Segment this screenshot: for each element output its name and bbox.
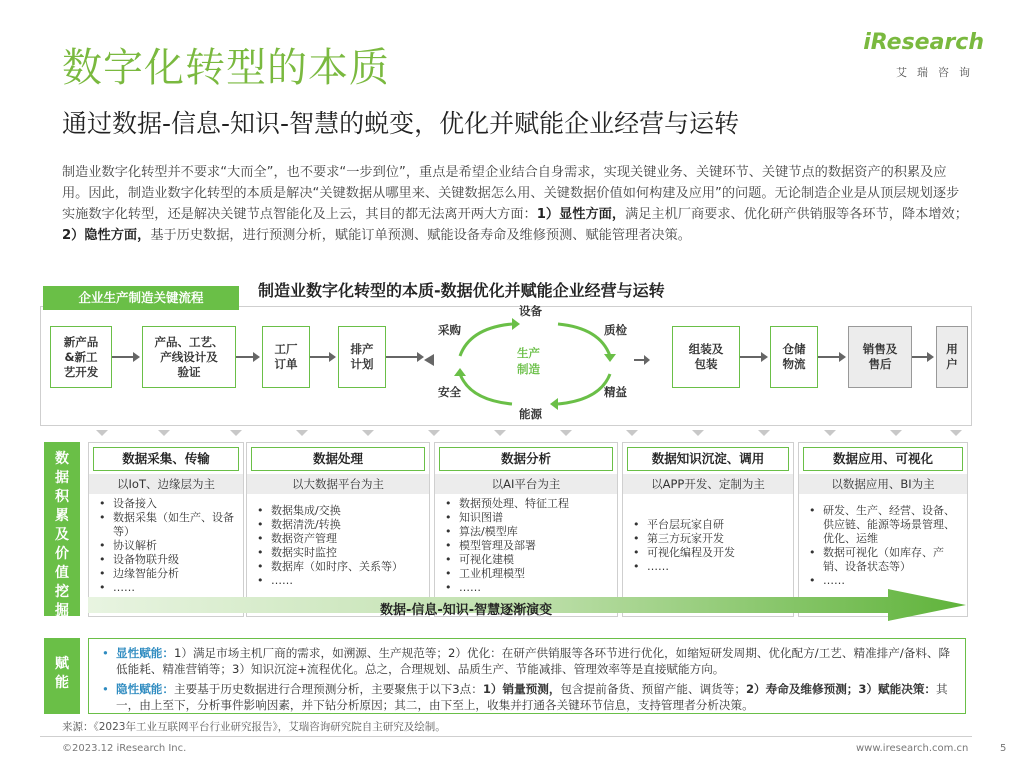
- step-user: 用 户: [936, 326, 968, 388]
- down-chevron-icon: [758, 430, 770, 436]
- column-subtitle: 以IoT、边缘层为主: [89, 474, 243, 494]
- cycle-label-energy: 能源: [519, 407, 542, 421]
- explicit-enablement: [100, 645, 956, 677]
- column-head: 数据分析: [439, 447, 613, 471]
- column-subtitle: 以APP开发、定制为主: [623, 474, 793, 494]
- process-flow-tag: 企业生产制造关键流程: [43, 286, 239, 310]
- down-chevron-icon: [428, 430, 440, 436]
- step-scheduling: 排产 计划: [338, 326, 386, 388]
- column-list: [633, 495, 787, 596]
- value-mining-label: 数 据 积 累 及 价 值 挖 掘: [44, 442, 80, 616]
- column-head: 数据采集、传输: [93, 447, 239, 471]
- list-item: • 数据实时监控: [257, 546, 423, 560]
- down-chevron-icon: [950, 430, 962, 436]
- cycle-label-safety: 安全: [438, 385, 461, 399]
- list-item: • 数据预处理、特征工程: [445, 497, 611, 511]
- flow-arrow: [740, 356, 766, 358]
- list-item: • 数据清洗/转换: [257, 518, 423, 532]
- list-item: • 设备接入: [99, 497, 237, 511]
- copyright: ©2023.12 iResearch Inc.: [62, 743, 187, 754]
- list-item: • ……: [445, 581, 611, 595]
- list-item: • 第三方玩家开发: [633, 532, 787, 546]
- footer-divider: [40, 736, 972, 737]
- cycle-label-equipment: 设备: [519, 304, 542, 318]
- list-item: • ……: [809, 574, 961, 588]
- down-chevron-icon: [890, 430, 902, 436]
- list-item: • 数据资产管理: [257, 532, 423, 546]
- cycle-arc: [558, 374, 610, 404]
- intro-text-2: 满足主机厂商要求、优化研产供销服等各环节，降本增效；: [625, 207, 968, 222]
- implicit-enablement: [100, 681, 956, 713]
- list-item: • 设备物联升级: [99, 553, 237, 567]
- down-chevron-icon: [824, 430, 836, 436]
- implicit-text-b: 包含提前备货、预留产能、调货等；: [560, 682, 746, 696]
- column-subtitle: 以大数据平台为主: [247, 474, 429, 494]
- flow-arrow: [818, 356, 844, 358]
- implicit-bold-2: 2）寿命及维修预测；: [745, 682, 859, 696]
- list-item: • 数据可视化（如库存、产销、设备状态等）: [809, 546, 961, 574]
- column-head: 数据知识沉淀、调用: [627, 447, 789, 471]
- column-subtitle: 以数据应用、BI为主: [799, 474, 967, 494]
- explicit-key: 显性赋能：: [116, 646, 174, 660]
- list-item: • ……: [257, 574, 423, 588]
- column-subtitle: 以AI平台为主: [435, 474, 617, 494]
- enablement-label: 赋 能: [44, 638, 80, 714]
- list-item: • ……: [99, 581, 237, 595]
- down-chevron-icon: [692, 430, 704, 436]
- list-item: • 数据集成/交换: [257, 504, 423, 518]
- intro-bold-2: 2）隐性方面，: [62, 228, 151, 243]
- column-list: [809, 495, 961, 596]
- iresearch-logo: [863, 30, 984, 84]
- down-chevron-icon: [296, 430, 308, 436]
- down-chevron-icon: [362, 430, 374, 436]
- process-flow-title: 制造业数字化转型的本质-数据优化并赋能企业经营与运转: [258, 281, 665, 300]
- page-subtitle: 通过数据-信息-知识-智慧的蜕变，优化并赋能企业经营与运转: [62, 109, 740, 138]
- flow-arrow: [236, 356, 258, 358]
- page-title: 数字化转型的本质: [62, 45, 390, 91]
- list-item: • 研发、生产、经营、设备、供应链、能源等场景管理、优化、运维: [809, 504, 961, 546]
- evolution-label: 数据-信息-知识-智慧逐渐演变: [380, 603, 553, 618]
- implicit-text-c: 其一，由上至下，分析事件影响因素，并下钻分析原因；其二，由下至上，收集并打通各关键环节信息，支持管理者分析决策。: [116, 682, 948, 712]
- page-number: 5: [1000, 743, 1007, 754]
- intro-text-1: 制造业数字化转型并不要求“大而全”，也不要求“一步到位”，重点是希望企业结合自身需求，实现关键业务、关键环节、关键节点的数据资产的积累及应用。因此，制造业数字化转型的本质是解决“关键数据从哪里来、关键数据怎么用、关键数据价值如何构建及应用”的问题。无论制造企业是从顶层规划逐步实施数字化转型，还是解决关键节点智能化及上云，其目的都无法离开两大方面：: [62, 165, 960, 222]
- down-chevron-icon: [560, 430, 572, 436]
- cycle-arc: [558, 324, 610, 356]
- down-chevron-icon: [158, 430, 170, 436]
- implicit-bold-3: 3）赋能决策：: [858, 682, 937, 696]
- column-head: 数据应用、可视化: [803, 447, 963, 471]
- down-chevron-icon: [626, 430, 638, 436]
- cycle-arc: [460, 324, 512, 356]
- column-list: [257, 495, 423, 596]
- step-design-validation: 产品、工艺、 产线设计及 验证: [142, 326, 236, 388]
- cycle-label-procurement: 采购: [438, 323, 461, 337]
- implicit-key: 隐性赋能：: [116, 682, 174, 696]
- list-item: • 平台层玩家自研: [633, 518, 787, 532]
- implicit-text-a: 主要基于历史数据进行合理预测分析，主要聚焦于以下3点：: [173, 682, 483, 696]
- down-chevron-icon: [230, 430, 242, 436]
- step-factory-order: 工厂 订单: [262, 326, 310, 388]
- footer-url[interactable]: www.iresearch.com.cn: [856, 743, 969, 754]
- source-note: 来源：《2023年工业互联网平台行业研究报告》，艾瑞咨询研究院自主研究及绘制。: [62, 721, 446, 733]
- down-chevron-icon: [96, 430, 108, 436]
- cycle-label-quality: 质检: [604, 323, 627, 337]
- list-item: • 边缘智能分析: [99, 567, 237, 581]
- step-assembly-packaging: 组装及 包装: [672, 326, 740, 388]
- flow-arrow: [112, 356, 138, 358]
- list-item: • 协议解析: [99, 539, 237, 553]
- cycle-center-production: 生产 制造: [517, 346, 540, 376]
- list-item: • 可视化编程及开发: [633, 546, 787, 560]
- column-list: [445, 495, 611, 596]
- flow-arrow: [310, 356, 334, 358]
- list-item: • ……: [633, 560, 787, 574]
- column-list: [99, 495, 237, 596]
- intro-bold-1: 1）显性方面，: [536, 207, 626, 222]
- list-item: • 模型管理及部署: [445, 539, 611, 553]
- list-item: • 工业机理模型: [445, 567, 611, 581]
- logo-chinese: 艾瑞咨询: [896, 66, 980, 79]
- flow-arrow: [912, 356, 932, 358]
- list-item: • 数据采集（如生产、设备等）: [99, 511, 237, 539]
- step-new-product-dev: 新产品 &新工 艺开发: [50, 326, 112, 388]
- explicit-text: 1）满足市场主机厂商的需求，如溯源、生产规范等；2）优化：在研产供销服等各环节进行优化，如缩短研发周期、优化配方/工艺、精准排产/备料、降低能耗、精准营销等；3）知识沉淀+流程优化。总之，合理规划、品质生产、节能减排、管理效率等是直接赋能方向。: [116, 646, 951, 676]
- flow-arrow: [386, 356, 422, 358]
- implicit-bold-1: 1）销量预测，: [482, 682, 561, 696]
- step-sales-service: 销售及 售后: [848, 326, 912, 388]
- step-warehouse-logistics: 仓储 物流: [770, 326, 818, 388]
- down-chevron-icon: [494, 430, 506, 436]
- column-head: 数据处理: [251, 447, 425, 471]
- intro-text-3: 基于历史数据，进行预测分析，赋能订单预测、赋能设备寿命及维修预测、赋能管理者决策。: [150, 228, 691, 243]
- logo-wordmark: iResearch: [863, 30, 984, 55]
- list-item: • 数据库（如时序、关系等）: [257, 560, 423, 574]
- intro-paragraph: [62, 162, 972, 246]
- list-item: • 可视化建模: [445, 553, 611, 567]
- cycle-label-lean: 精益: [604, 385, 627, 399]
- cycle-arc: [460, 374, 512, 404]
- list-item: • 算法/模型库: [445, 525, 611, 539]
- list-item: • 知识图谱: [445, 511, 611, 525]
